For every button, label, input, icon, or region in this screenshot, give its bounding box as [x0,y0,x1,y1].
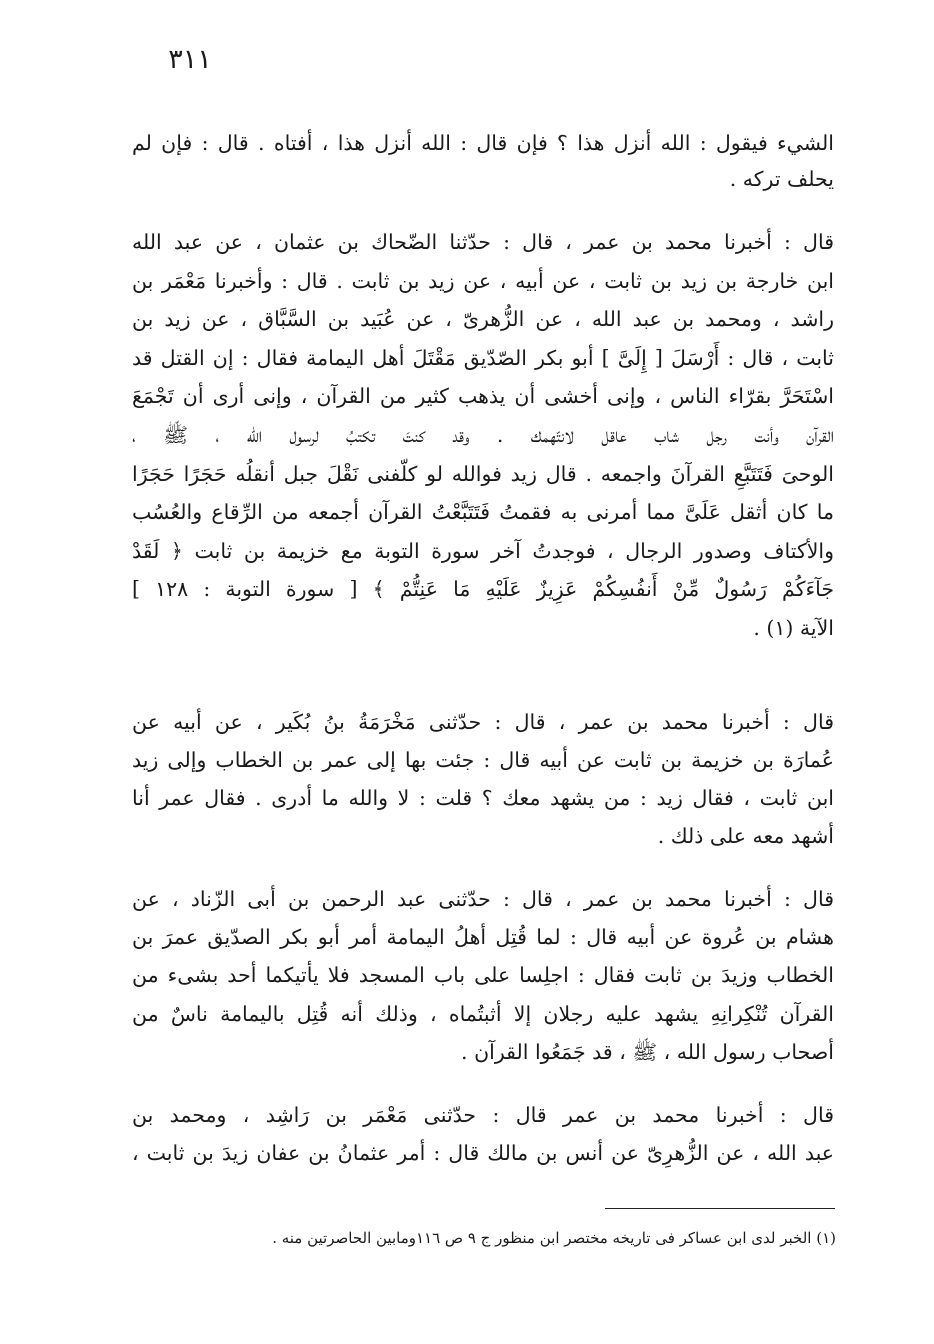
text-line: ثابت ، قال : أَرْسَلَ [ إِلَىَّ ] أبو بكر الصّدّيق مَقْتَلَ أهل اليمامة فقال : إن القتل قد [132,345,834,370]
text-line: الخطاب وزيدَ بن ثابت فقال : اجلِسا على باب المسجد فلا يأتيكما أحد بشىء من [132,963,834,988]
text-line: أصحاب رسول الله ، ﷺ ، قد جَمَعُوا القرآن . [461,1039,834,1064]
text-line: الآية (١) . [753,615,834,640]
paragraph-1 [132,125,834,197]
text-line: اسْتَحَرَّ بقرّاء الناس ، وإنى أخشى أن يذهب كثير من القرآن ، وإنى أرى أن تَجْمَعَ [132,384,834,409]
text-line: ابن ثابت ، فقال زيد : من يشهد معك ؟ قلت : لا والله ما أدرى . فقال عمر أنا [132,786,834,810]
footnote: (١) الخبر لدى ابن عساكر فى تاريخه مختصر ابن منظور ج ٩ ص ١١٦ومابين الحاصرتين منه . [272,1229,836,1247]
text-line: القرآن وأنت رجل شاب عاقل لانتّهمك . وقد كنتَ تكتبُ لرسول الله ، ﷺ ، [132,422,834,447]
text-line: جَآءَكُمْ رَسُولٌ مِّنْ أَنفُسِكُمْ عَزِيزٌ عَلَيْهِ مَا عَنِتُّمْ ﴾ [ سورة التوبة : ١٢٨ ] [132,577,834,602]
text-line: ابن خارجة بن زيد بن ثابت ، عن أبيه ، عن زيد بن ثابت . قال : وأخبرنا مَعْمَر بن [132,268,834,293]
text-line: راشد ، ومحمد بن عبد الله ، عن الزُّهرىّ ، عن عُبَيد بن السَّبَّاق ، عن زيد بن [132,307,834,332]
text-line: الوحىَ فَتَتَبَّعِ القرآنَ واجمعه . قال زيد فوالله لو كلّفنى نَقْلَ جبل أنقلُه حَجَرًا حَجَرًا [132,461,834,486]
text-line: قال : أخبرنا محمد بن عمر ، قال : حدّثنى مَخْرَمَةُ بنُ بُكَير ، عن أبيه عن [132,710,834,734]
text-line: أشهد معه على ذلك . [657,824,834,848]
text-line: عُمارَة بن خزيمة بن ثابت عن أبيه قال : جئت بها إلى عمر بن الخطاب وإلى زيد [132,748,834,772]
text-line: الشيء فيقول : الله أنزل هذا ؟ فإن قال : الله أنزل هذا ، أفتاه . قال : فإن لم [132,131,834,155]
paragraph-2 [132,223,834,648]
text-line: ما كان أثقل عَلَىَّ مما أمرنى به فقمتُ فَتَتَبَّعْتُ القرآن أجمعه من الرِّقاع والعُسُب [132,500,834,525]
page-number: ٣١١ [168,44,212,75]
text-line: عبد الله ، عن الزُّهرِىّ عن أنس بن مالك قال : أمر عثمانُ بن عفان زيدَ بن ثابت ، [132,1141,834,1165]
text-line: قال : أخبرنا محمد بن عمر قال : حدّثنى مَعْمَر بن رَاشِد ، ومحمد بن [132,1103,834,1127]
text-line: القرآن تُنْكِرانِهِ يشهد عليه رجلان إلا أثبتُماه ، وذلك أنه قُتِل باليمامة ناسٌ من [132,1001,834,1026]
text-line: قال : أخبرنا محمد بن عمر ، قال : حدّثنى عبد الرحمن بن أبى الزّناد ، عن [132,887,834,911]
text-line: قال : أخبرنا محمد بن عمر ، قال : حدّثنا الضّحاك بن عثمان ، عن عبد الله [132,230,834,254]
footnote-divider [605,1208,835,1209]
paragraph-5 [132,1096,834,1172]
paragraph-3 [132,703,834,855]
text-line: والأكتاف وصدور الرجال ، فوجدتُ آخر سورة التوبة مع خزيمة بن ثابت ﴿ لَقَدْ [132,538,834,563]
paragraph-4 [132,880,834,1071]
text-line: يحلف تركه . [729,167,834,191]
text-line: هشام بن عُروة عن أبيه قال : لما قُتِل أهلُ اليمامة أمر أبو بكر الصدّيق عمرَ بن [132,925,834,950]
